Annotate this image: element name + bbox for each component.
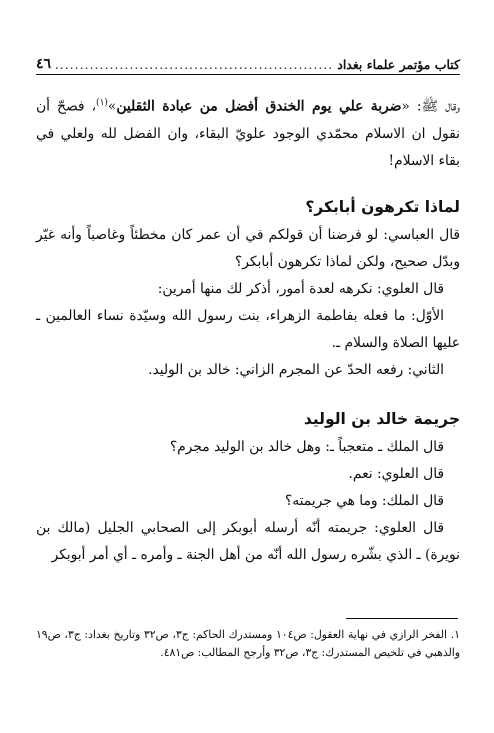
paragraph-alawi-crime: قال العلوي: جريمته أنّه أرسله أبوبكر إلى الصحابي الجليل (مالك بن نويرة) ـ الذي بشّره رسول الله أنّه من أهل الجنة ـ وأمره ـ أي أمر أبوبكر <box>36 519 460 563</box>
footnote-ref: (١) <box>96 98 108 108</box>
quote-paragraph <box>36 90 460 175</box>
running-header <box>36 44 460 72</box>
quote-close: » <box>107 98 117 115</box>
header-title: كتاب مؤتمر علماء بغداد <box>337 57 460 72</box>
paragraph-second-reason: الثاني: رفعه الحدّ عن المجرم الزاني: خالد بن الوليد. <box>148 361 444 378</box>
quote-continuation: فصحّ أن نقول ان الاسلام محمّدي الوجود علويّ البقاء، وان الفضل لله ولعلي في بقاء الاسلام! <box>36 98 460 169</box>
quote-end: ، <box>91 98 97 115</box>
paragraph-king-what-crime: قال الملك: وما هي جريمته؟ <box>284 492 444 509</box>
header-rule <box>36 74 460 75</box>
paragraph-alawi-reasons: قال العلوي: نكرهه لعدة أمور، أذكر لك منها أمرين: <box>157 280 444 297</box>
page-number: ٤٦ <box>36 56 52 72</box>
page-body <box>36 90 460 569</box>
quote-intro: وقال ﷺ: « <box>401 98 460 115</box>
paragraph-king-asks: قال الملك ـ متعجباً ـ: وهل خالد بن الوليد مجرم؟ <box>169 438 444 455</box>
footnote: ١. الفخر الرازي في نهاية العقول: ص١٠٤ ومستدرك الحاكم: ج٣، ص٣٢ وتاريخ بغداد: ج٣، ص١٩ والذهبي في تلخيص المستدرك: ج٣، ص٣٢ وأرجح المطالب: ص٤٨١. <box>36 628 460 659</box>
header-leader-dots <box>55 57 333 72</box>
paragraph-abbasi-question: قال العباسي: لو فرضنا أن قولكم في أن عمر كان مخطئاً وغاصباً وأنه غيّر وبدّل صحيح، ولكن لماذا تكرهون أبابكر؟ <box>36 226 460 270</box>
paragraph-first-reason: الأوّل: ما فعله بفاطمة الزهراء، بنت رسول الله وسيّدة نساء العالمين ـ عليها الصلاة والسلام ـ. <box>36 307 460 351</box>
section-heading-why-hate: لماذا تكرهون أبابكر؟ <box>305 197 460 216</box>
section-heading-khalid-crime: جريمة خالد بن الوليد <box>303 409 460 428</box>
paragraph-alawi-yes: قال العلوي: نعم. <box>348 465 444 482</box>
quote-text: ضربة علي يوم الخندق أفضل من عبادة الثقلين <box>116 98 402 115</box>
footnote-separator <box>346 618 458 619</box>
